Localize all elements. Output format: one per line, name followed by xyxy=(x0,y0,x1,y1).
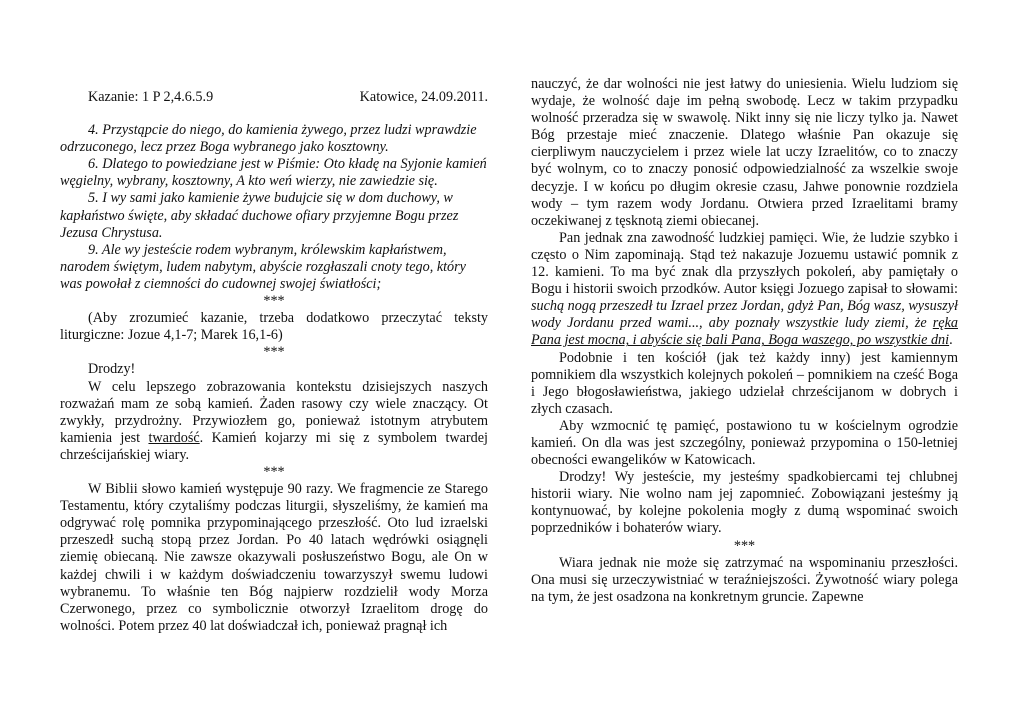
verse-4: 4. Przystąpcie do niego, do kamienia żywego, przez ludzi wprawdzie odrzuconego, lecz przez Boga wybranego jako kosztowny. xyxy=(60,122,477,156)
section-separator: *** xyxy=(263,463,285,480)
paragraph-text: . xyxy=(949,332,953,349)
joshua-quote: suchą nogą przeszedł tu Izrael przez Jordan, gdyż Pan, Bóg wasz, wysuszył wody Jordanu przed wami..., aby poznały wszystkie ludy ziemi, że xyxy=(531,298,958,332)
paragraph-memory xyxy=(531,230,958,350)
verse-5: 5. I wy sami jako kamienie żywe budujcie się w dom duchowy, w kapłaństwo święte, aby składać duchowe ofiary przyjemne Bogu przez Jezusa Chrystusa. xyxy=(60,190,459,241)
section-separator: *** xyxy=(263,293,285,310)
greeting: Drodzy! xyxy=(88,361,136,378)
left-column xyxy=(60,89,488,635)
sermon-header xyxy=(60,89,488,106)
paragraph-text: Pan jednak zna zawodność ludzkiej pamięci. Wie, że ludzie szybko i często o Nim zapominają. Stąd też nakazuje Jozuemu ustawić pomnik z 12. kamieni. To ma być znak dla przyszłych pokoleń, aby pamiętały o Bogu i historii swoich przodków. Autor księgi Jozuego zapisał to słowami: xyxy=(531,229,958,298)
paragraph-freedom: nauczyć, że dar wolności nie jest łatwy do uniesienia. Wielu ludziom się wydaje, że wolność daje im pełną swobodę. Lecz w takim przypadku wolność przeradza się w swawolę. Nikt inny się nie liczy tylko ja. Nawet Bóg przestaje mieć znaczenie. Dlatego właśnie Pan okazuje się cierpliwym nauczycielem i przez wiele lat uczy Izraelitów, co to znaczy być wolnym, co to znaczy ponosić odpowiedzialność za wszelkie swoje decyzje. I w końcu po długim okresie czasu, Jahwe ponownie rozdziela wody – tym razem wody Jordanu. Otwiera przed Izraelitami bramy oczekiwanej z tęsknotą ziemi obiecanej. xyxy=(531,76,958,229)
paragraph-text: W celu lepszego zobrazowania kontekstu dzisiejszych naszych rozważań mam ze sobą kamień. Żaden rasowy czy wiele znaczący. Ot zwykły, przydrożny. Przywiozłem go, ponieważ istotnym atrybutem kamienia jest xyxy=(60,378,488,446)
paragraph-heirs: Drodzy! Wy jesteście, my jesteśmy spadkobiercami tej chlubnej historii wiary. Nie wolno nam jej zapomnieć. Zobowiązani jesteśmy ją kontynuować, by kolejne pokolenia mogły z dumą wspominać swoich poprzedników i bohaterów wiary. xyxy=(531,469,958,537)
verse-9: 9. Ale wy jesteście rodem wybranym, królewskim kapłaństwem, narodem świętym, ludem nabytym, abyście rozgłaszali cnoty tego, który was powołał z ciemności do cudownej swojej światłości; xyxy=(60,241,466,292)
sermon-place-date: Katowice, 24.09.2011. xyxy=(359,89,488,105)
paragraph-stone-garden: Aby wzmocnić tę pamięć, postawiono tu w kościelnym ogrodzie kamień. On dla was jest szczególny, ponieważ przypomina o 150-letniej obecności ewangelików w Katowicach. xyxy=(531,417,958,469)
right-column xyxy=(531,76,958,606)
paragraph-bible-stone: W Biblii słowo kamień występuje 90 razy. We fragmencie ze Starego Testamentu, który czytaliśmy podczas liturgii, słyszeliśmy, że kamień ma odgrywać rolę pomnika przypominającego przeszłość. Oto lud izraelski przeszedł suchą stopą przez Jordan. Po 40 latach wędrówki osiągnęli ziemię obiecaną. Nie zawsze okazywali posłuszeństwo Bogu, ale On w każdej chwili i w każdym doświadczeniu towarzyszył swemu ludowi wybranemu. To właśnie ten Bóg najpierw rozdzielił wody Morza Czerwonego, przez co symbolicznie otworzył Izraelitom drogę do wolności. Potem przez 40 lat doświadczał ich, ponieważ pragnął ich xyxy=(60,481,488,634)
sermon-reference: Kazanie: 1 P 2,4.6.5.9 xyxy=(88,89,214,105)
verse-6: 6. Dlatego to powiedziane jest w Piśmie: Oto kładę na Syjonie kamień węgielny, wybrany, kosztowny, A kto weń wierzy, nie zawiedzie się. xyxy=(60,156,487,190)
section-separator: *** xyxy=(263,344,285,361)
paragraph-church: Podobnie i ten kościół (jak też każdy inny) jest kamiennym pomnikiem dla wszystkich kolejnych pokoleń – pomnikiem na cześć Boga i Jego błogosławieństwa, jakiego udzielał chrześcijanom w dobrych i złych czasach. xyxy=(531,349,958,417)
underlined-word: twardość xyxy=(148,429,200,446)
paragraph-faith: Wiara jednak nie może się zatrzymać na wspominaniu przeszłości. Ona musi się urzeczywistniać w teraźniejszości. Żywotność wiary polega na tym, że jest osadzona na konkretnym gruncie. Zapewne xyxy=(531,554,958,605)
paragraph-text: . Kamień kojarzy mi się z symbolem twardej chrześcijańskiej wiary. xyxy=(60,429,488,463)
paragraph-stone-intro xyxy=(60,379,488,464)
joshua-quote-underlined: ręka Pana jest mocna, i abyście się bali Pana, Boga waszego, po wszystkie dni xyxy=(531,315,958,349)
section-separator: *** xyxy=(733,537,756,554)
liturgy-note: (Aby zrozumieć kazanie, trzeba dodatkowo przeczytać teksty liturgiczne: Jozue 4,1-7; Marek 16,1-6) xyxy=(60,310,488,344)
